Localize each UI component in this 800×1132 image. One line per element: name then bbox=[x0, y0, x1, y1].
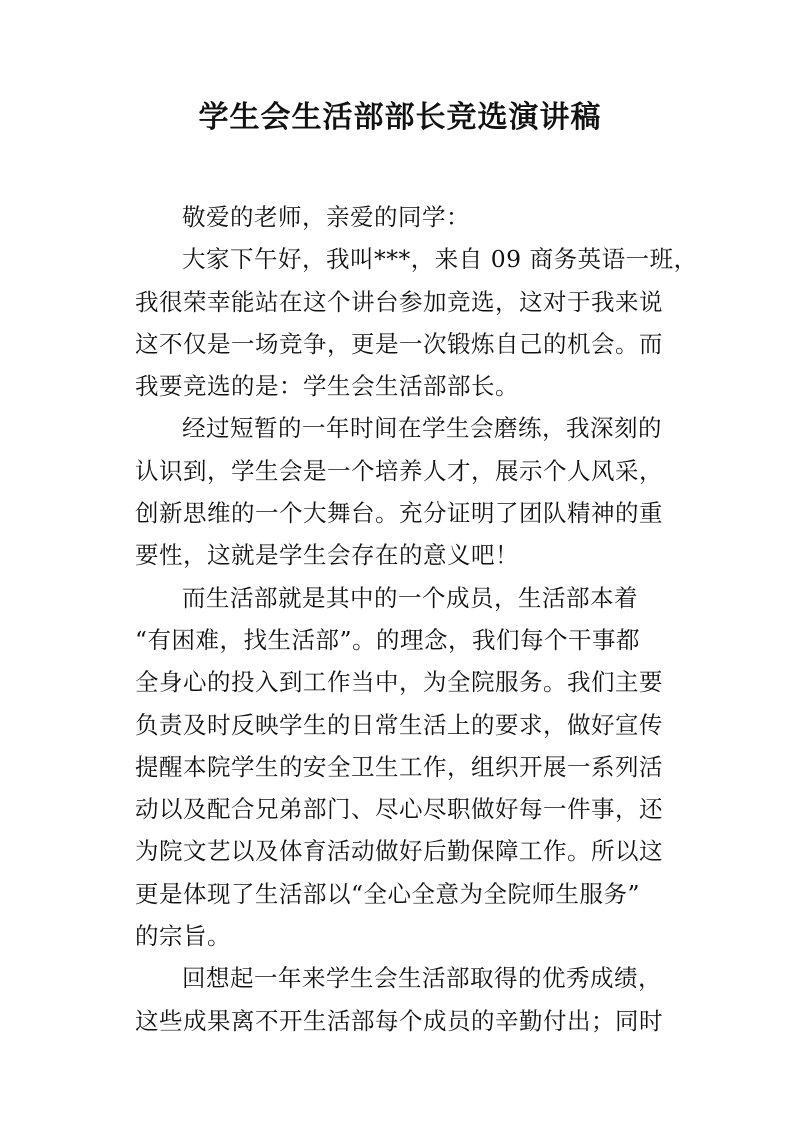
paragraph-line: 负责及时反映学生的日常生活上的要求，做好宣传 bbox=[135, 710, 663, 739]
paragraph-line: 这不仅是一场竞争，更是一次锻炼自己的机会。而 bbox=[135, 329, 663, 358]
paragraph-line: 提醒本院学生的安全卫生工作，组织开展一系列活 bbox=[135, 752, 663, 781]
paragraph-line: 回想起一年来学生会生活部取得的优秀成绩， bbox=[182, 964, 662, 993]
document-body bbox=[135, 196, 698, 1042]
paragraph-line: 经过短暂的一年时间在学生会磨练，我深刻的 bbox=[182, 414, 662, 443]
paragraph-line: 我要竞选的是：学生会生活部部长。 bbox=[135, 372, 519, 401]
paragraph-line: 认识到，学生会是一个培养人才，展示个人风采， bbox=[135, 456, 663, 485]
paragraph-line: 的宗旨。 bbox=[135, 922, 231, 951]
paragraph-line: 而生活部就是其中的一个成员，生活部本着 bbox=[182, 583, 638, 612]
paragraph-line: 这些成果离不开生活部每个成员的辛勤付出；同时 bbox=[135, 1006, 663, 1035]
paragraph-line: “有困难，找生活部”。的理念，我们每个干事都 bbox=[135, 625, 641, 654]
page-title: 学生会生活部部长竞选演讲稿 bbox=[198, 100, 602, 135]
salutation-line: 敬爱的老师，亲爱的同学： bbox=[182, 203, 470, 231]
paragraph-line: 全身心的投入到工作当中，为全院服务。我们主要 bbox=[135, 668, 663, 697]
paragraph-line: 创新思维的一个大舞台。充分证明了团队精神的重 bbox=[135, 499, 663, 528]
paragraph-line: 为院文艺以及体育活动做好后勤保障工作。所以这 bbox=[135, 837, 663, 866]
paragraph-line: 大家下午好，我叫***，来自 09 商务英语一班， bbox=[182, 245, 698, 274]
paragraph-line: 更是体现了生活部以“全心全意为全院师生服务” bbox=[135, 879, 641, 908]
paragraph-line: 动以及配合兄弟部门、尽心尽职做好每一件事，还 bbox=[135, 795, 663, 824]
paragraph-line: 要性，这就是学生会存在的意义吧！ bbox=[135, 541, 519, 570]
paragraph-line: 我很荣幸能站在这个讲台参加竞选，这对于我来说 bbox=[135, 287, 663, 316]
